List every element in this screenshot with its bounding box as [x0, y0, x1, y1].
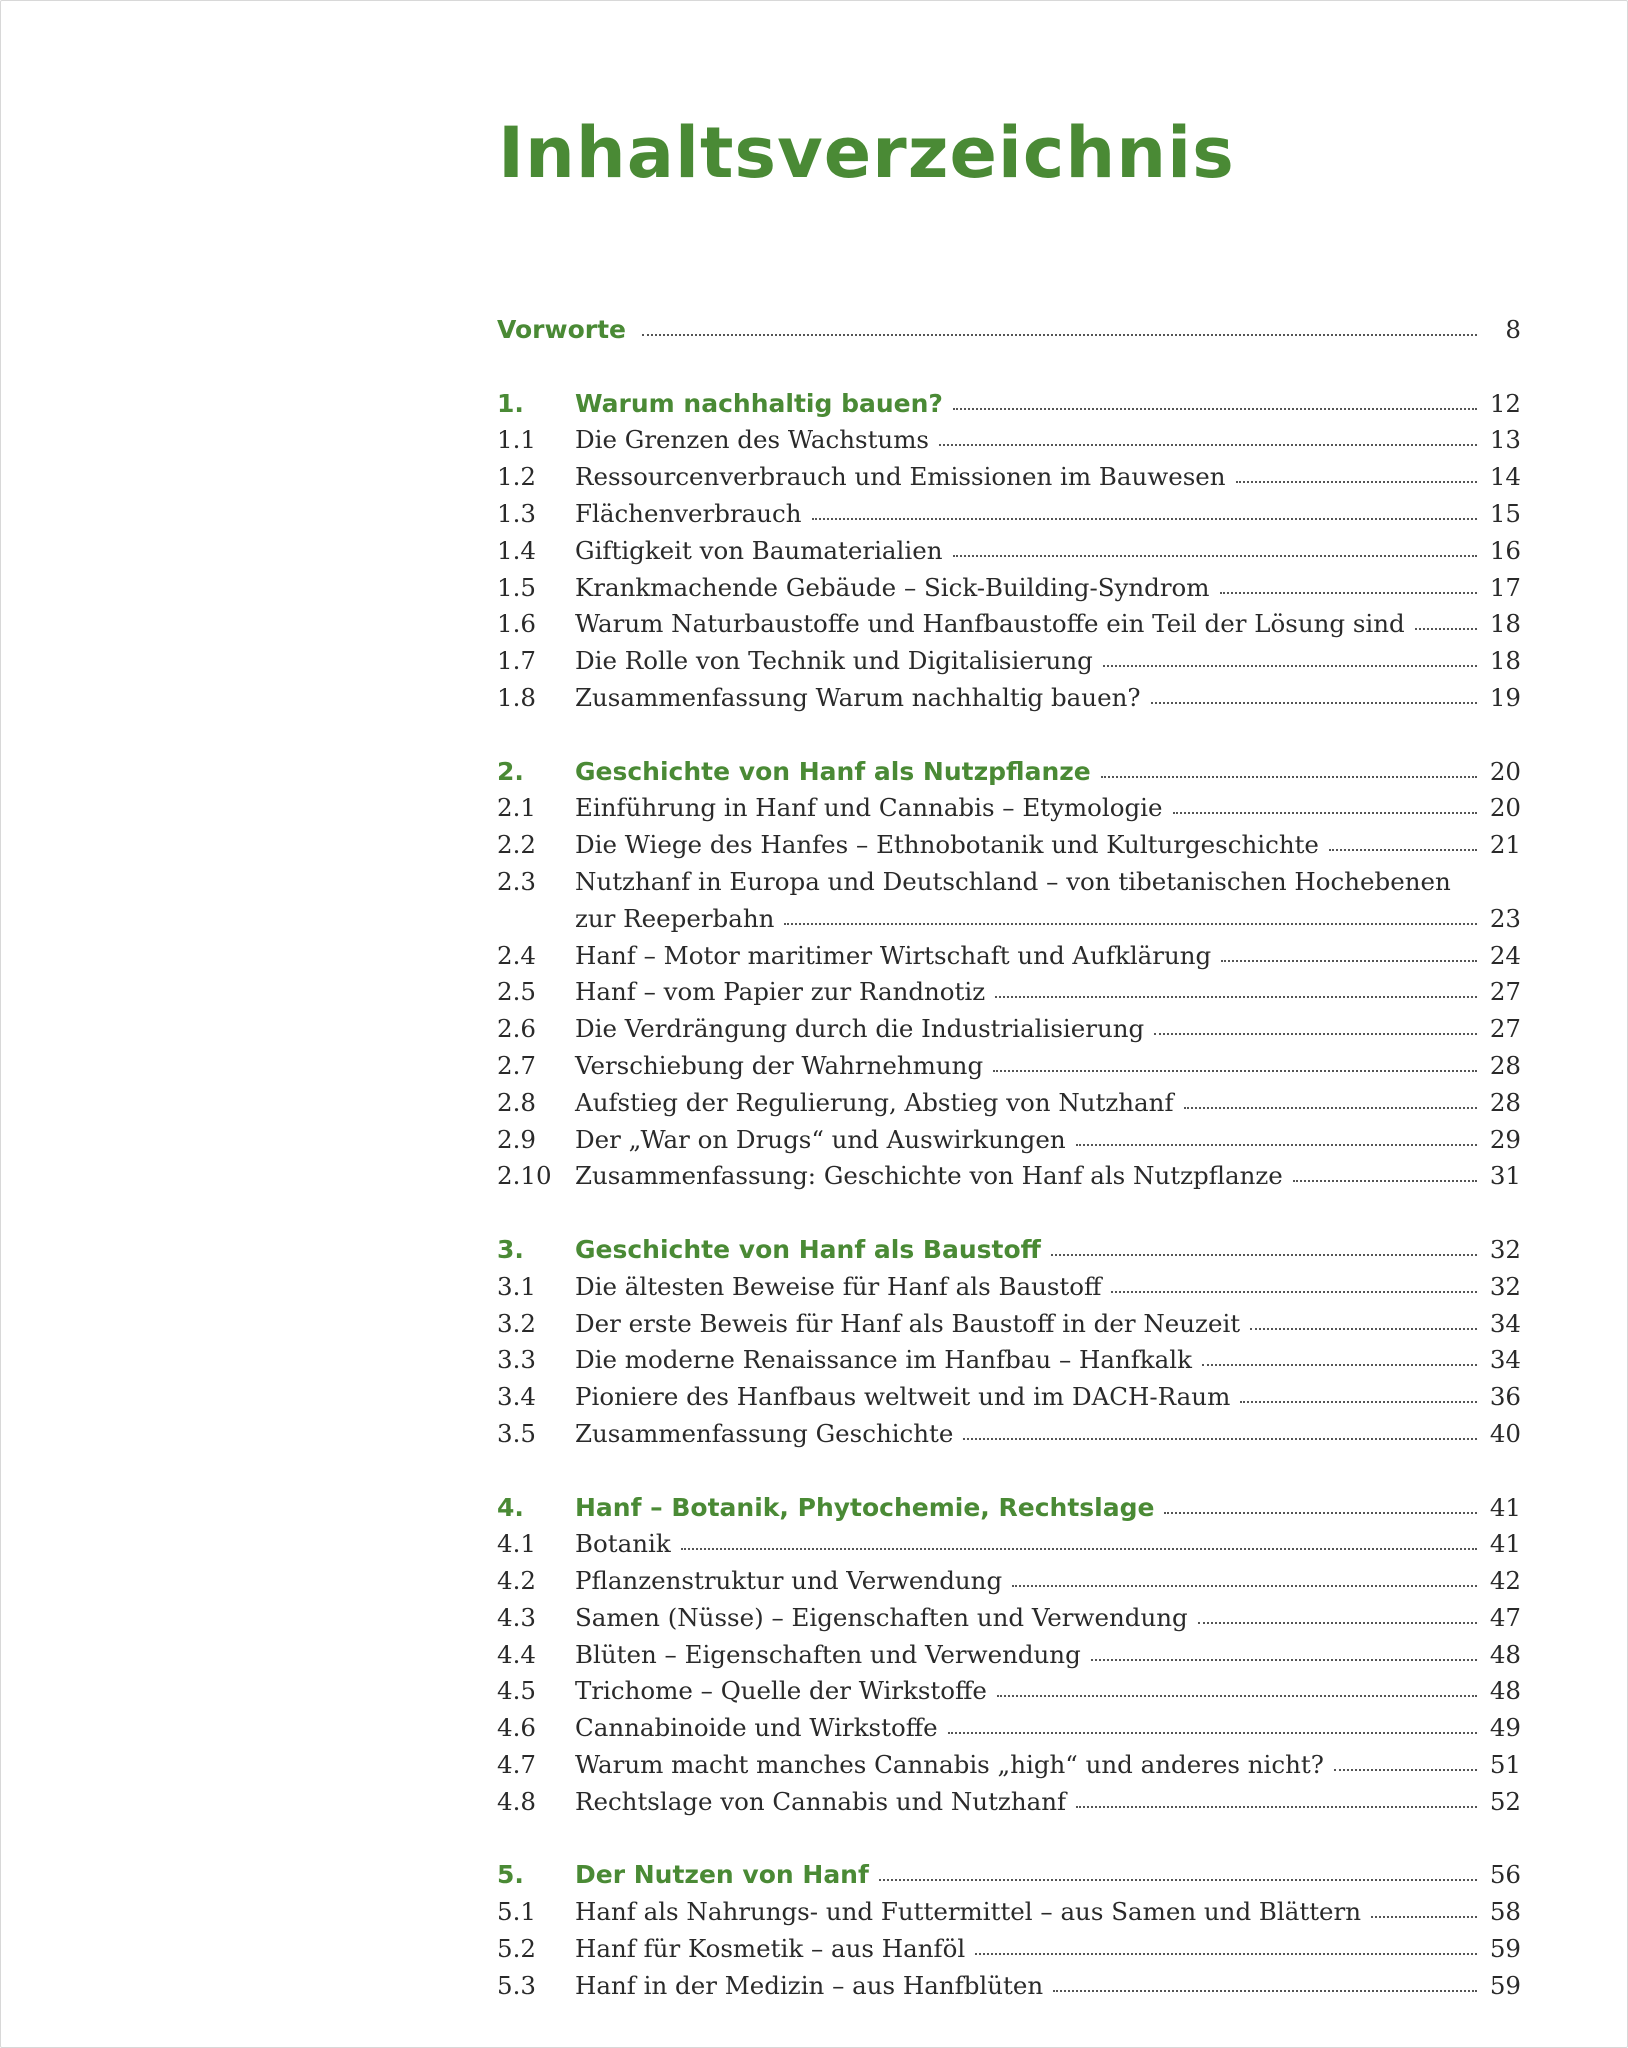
- toc-page-number: 15: [1489, 498, 1521, 528]
- dot-leader: [1415, 628, 1477, 630]
- toc-entry-number: 3.3: [497, 1345, 536, 1375]
- toc-entry[interactable]: [497, 1122, 1521, 1159]
- toc-chapter-number: 3.: [497, 1234, 524, 1264]
- toc-entry[interactable]: [497, 1011, 1521, 1048]
- dot-leader: [1198, 1622, 1477, 1624]
- toc-chapter-number: 4.: [497, 1492, 524, 1522]
- toc-entry-number: 2.10: [497, 1161, 552, 1191]
- toc-page-number: 59: [1489, 1934, 1521, 1964]
- toc-entry-number: 1.2: [497, 462, 536, 492]
- toc-entry[interactable]: [497, 1747, 1521, 1784]
- toc-page-number: 28: [1489, 1050, 1521, 1080]
- toc-entry[interactable]: [497, 606, 1521, 643]
- dot-leader: [1154, 1033, 1477, 1035]
- dot-leader: [1151, 702, 1478, 704]
- toc-page-number: 34: [1489, 1308, 1521, 1338]
- toc-chapter-label: Geschichte von Hanf als Baustoff: [575, 1234, 1041, 1264]
- toc-entry-label: Einführung in Hanf und Cannabis – Etymologie: [575, 793, 1163, 823]
- toc-page-number: 59: [1489, 1970, 1521, 2000]
- toc-entry[interactable]: [497, 1269, 1521, 1306]
- toc-entry[interactable]: [497, 1968, 1521, 2005]
- toc-page-number: 41: [1489, 1529, 1521, 1559]
- toc-entry[interactable]: [497, 1710, 1521, 1747]
- dot-leader: [975, 1953, 1477, 1955]
- toc-page-number: 21: [1489, 830, 1521, 860]
- toc-entry-label: Zusammenfassung: Geschichte von Hanf als Nutzpflanze: [575, 1161, 1283, 1191]
- toc-entry[interactable]: [497, 827, 1521, 864]
- toc-entry-label: Rechtslage von Cannabis und Nutzhanf: [575, 1786, 1067, 1816]
- dot-leader: [997, 1695, 1477, 1697]
- toc-entry[interactable]: [497, 422, 1521, 459]
- toc-page-number: 14: [1489, 462, 1521, 492]
- dot-leader: [1101, 776, 1477, 778]
- toc-page-number: 58: [1489, 1897, 1521, 1927]
- toc-entry[interactable]: [497, 1673, 1521, 1710]
- dot-leader: [681, 1548, 1477, 1550]
- dot-leader: [784, 923, 1477, 925]
- toc-entry-label: Die Verdrängung durch die Industrialisierung: [575, 1014, 1145, 1044]
- toc-page-number: 47: [1489, 1602, 1521, 1632]
- toc-entry-number: 1.8: [497, 682, 536, 712]
- toc-entry[interactable]: [497, 1379, 1521, 1416]
- toc-entry[interactable]: [497, 974, 1521, 1011]
- dot-leader: [993, 1070, 1477, 1072]
- toc-entry[interactable]: [497, 1563, 1521, 1600]
- dot-leader: [1202, 1364, 1477, 1366]
- dot-leader: [995, 996, 1477, 998]
- toc-entry-number: 4.3: [497, 1602, 536, 1632]
- toc-entry-label: Botanik: [575, 1529, 671, 1559]
- dot-leader: [1250, 1328, 1477, 1330]
- dot-leader: [1371, 1916, 1477, 1918]
- toc-page-number: 51: [1489, 1750, 1521, 1780]
- toc-entry[interactable]: [497, 570, 1521, 607]
- toc-page-number: 24: [1489, 940, 1521, 970]
- toc-entry-number: 3.1: [497, 1271, 536, 1301]
- dot-leader: [1293, 1180, 1477, 1182]
- toc-page-number: 32: [1489, 1234, 1521, 1264]
- toc-entry-label: Hanf – vom Papier zur Randnotiz: [575, 977, 986, 1007]
- toc-entry-label: Warum Naturbaustoffe und Hanfbaustoffe ein Teil der Lösung sind: [575, 609, 1405, 639]
- toc-page-number: 48: [1489, 1639, 1521, 1669]
- dot-leader: [1240, 1401, 1477, 1403]
- dot-leader: [1184, 1107, 1477, 1109]
- toc-page-number: 40: [1489, 1418, 1521, 1448]
- toc-entry-label: Hanf – Motor maritimer Wirtschaft und Aufklärung: [575, 940, 1212, 970]
- toc-entry-label: Die moderne Renaissance im Hanfbau – Hanfkalk: [575, 1345, 1192, 1375]
- toc-entry-label: Zusammenfassung Geschichte: [575, 1418, 954, 1448]
- dot-leader: [879, 1879, 1477, 1881]
- toc-entry-label: Aufstieg der Regulierung, Abstieg von Nutzhanf: [575, 1087, 1174, 1117]
- toc-entry[interactable]: [497, 1158, 1521, 1195]
- toc-entry-number: 4.6: [497, 1713, 536, 1743]
- toc-entry-label: Trichome – Quelle der Wirkstoffe: [575, 1676, 987, 1706]
- toc-page-number: 19: [1489, 682, 1521, 712]
- toc-entry-label: Der „War on Drugs“ und Auswirkungen: [575, 1124, 1066, 1154]
- toc-entry[interactable]: [497, 1416, 1521, 1453]
- toc-entry[interactable]: [497, 1085, 1521, 1122]
- toc-page-number: 16: [1489, 535, 1521, 565]
- toc-entry-number: 4.4: [497, 1639, 536, 1669]
- toc-page-number: 18: [1489, 646, 1521, 676]
- toc-page-number: 32: [1489, 1271, 1521, 1301]
- toc-entry-number: 1.7: [497, 646, 536, 676]
- dot-leader: [963, 1438, 1477, 1440]
- toc-entry-label: Die Wiege des Hanfes – Ethnobotanik und Kulturgeschichte: [575, 830, 1319, 860]
- dot-leader: [1329, 849, 1477, 851]
- toc-entry-label: Vorworte: [497, 315, 626, 344]
- toc-page-number: 20: [1489, 756, 1521, 786]
- toc-page-number: 34: [1489, 1345, 1521, 1375]
- toc-entry[interactable]: [497, 533, 1521, 570]
- dot-leader: [939, 444, 1477, 446]
- dot-leader: [1221, 960, 1477, 962]
- toc-entry[interactable]: [497, 864, 1521, 901]
- toc-page-number: 36: [1489, 1382, 1521, 1412]
- toc-entry[interactable]: [497, 496, 1521, 533]
- table-of-contents: [497, 312, 1521, 2005]
- toc-entry-continuation[interactable]: [497, 901, 1521, 938]
- toc-page-number: 28: [1489, 1087, 1521, 1117]
- toc-entry[interactable]: [497, 1306, 1521, 1343]
- toc-entry-number: 4.7: [497, 1750, 536, 1780]
- toc-chapter-entry[interactable]: [497, 386, 1521, 423]
- toc-entry-label: zur Reeperbahn: [575, 903, 775, 933]
- toc-entry[interactable]: [497, 643, 1521, 680]
- toc-entry[interactable]: [497, 790, 1521, 827]
- dot-leader: [1111, 1291, 1477, 1293]
- toc-page-number: 42: [1489, 1566, 1521, 1596]
- toc-entry-number: 4.8: [497, 1786, 536, 1816]
- toc-entry-number: 3.5: [497, 1418, 536, 1448]
- toc-page-number: 13: [1489, 425, 1521, 455]
- toc-entry-number: 5.2: [497, 1934, 536, 1964]
- toc-page-number: 48: [1489, 1676, 1521, 1706]
- toc-entry[interactable]: [497, 1600, 1521, 1637]
- toc-entry-label: Die Rolle von Technik und Digitalisierung: [575, 646, 1093, 676]
- toc-entry-label: Pioniere des Hanfbaus weltweit und im DACH-Raum: [575, 1382, 1231, 1412]
- toc-entry-number: 1.3: [497, 498, 536, 528]
- toc-entry-number: 3.2: [497, 1308, 536, 1338]
- toc-entry-label: Die ältesten Beweise für Hanf als Baustoff: [575, 1271, 1102, 1301]
- toc-entry[interactable]: [497, 1526, 1521, 1563]
- toc-chapter-entry[interactable]: [497, 1857, 1521, 1894]
- page-title: Inhaltsverzeichnis: [498, 112, 1235, 194]
- toc-entry[interactable]: [497, 1342, 1521, 1379]
- toc-page-number: 41: [1489, 1492, 1521, 1522]
- toc-entry[interactable]: [497, 1894, 1521, 1931]
- toc-entry-label: Flächenverbrauch: [575, 498, 802, 528]
- toc-page-number: 17: [1489, 572, 1521, 602]
- toc-entry-label: Cannabinoide und Wirkstoffe: [575, 1713, 938, 1743]
- toc-chapter-entry[interactable]: [497, 754, 1521, 791]
- toc-entry-number: 2.8: [497, 1087, 536, 1117]
- toc-entry-number: 2.7: [497, 1050, 536, 1080]
- toc-entry-number: 2.5: [497, 977, 536, 1007]
- toc-entry-label: Krankmachende Gebäude – Sick-Building-Syndrom: [575, 572, 1210, 602]
- dot-leader: [1334, 1769, 1477, 1771]
- dot-leader: [812, 518, 1477, 520]
- toc-page-number: 31: [1489, 1161, 1521, 1191]
- dot-leader: [1076, 1144, 1477, 1146]
- toc-entry-label: Samen (Nüsse) – Eigenschaften und Verwendung: [575, 1602, 1188, 1632]
- toc-entry-number: 4.1: [497, 1529, 536, 1559]
- dot-leader: [1103, 665, 1477, 667]
- toc-entry-label: Hanf in der Medizin – aus Hanfblüten: [575, 1970, 1044, 2000]
- toc-chapter-entry[interactable]: [497, 1232, 1521, 1269]
- toc-entry-label: Warum macht manches Cannabis „high“ und anderes nicht?: [575, 1750, 1324, 1780]
- toc-page-number: 27: [1489, 977, 1521, 1007]
- toc-entry-label: Giftigkeit von Baumaterialien: [575, 535, 943, 565]
- dot-leader: [1173, 812, 1478, 814]
- toc-entry-label: Der erste Beweis für Hanf als Baustoff in der Neuzeit: [575, 1308, 1241, 1338]
- toc-chapter-number: 2.: [497, 756, 524, 786]
- dot-leader: [1164, 1512, 1477, 1514]
- toc-entry-number: 4.2: [497, 1566, 536, 1596]
- toc-page-number: 23: [1489, 903, 1521, 933]
- dot-leader: [1076, 1806, 1477, 1808]
- toc-entry-label: Die Grenzen des Wachstums: [575, 425, 930, 455]
- toc-entry-number: 3.4: [497, 1382, 536, 1412]
- toc-page-number: 27: [1489, 1014, 1521, 1044]
- toc-chapter-entry[interactable]: [497, 1490, 1521, 1527]
- toc-page-number: 49: [1489, 1713, 1521, 1743]
- dot-leader: [953, 555, 1478, 557]
- toc-page-number: 56: [1489, 1860, 1521, 1890]
- toc-entry-label: Verschiebung der Wahrnehmung: [575, 1050, 984, 1080]
- toc-entry[interactable]: [497, 1637, 1521, 1674]
- toc-page-number: 29: [1489, 1124, 1521, 1154]
- toc-entry-number: 2.1: [497, 793, 536, 823]
- toc-entry-number: 2.3: [497, 866, 536, 896]
- toc-entry-number: 2.9: [497, 1124, 536, 1154]
- toc-entry[interactable]: [497, 459, 1521, 496]
- dot-leader: [1012, 1585, 1477, 1587]
- dot-leader: [1053, 1990, 1477, 1992]
- toc-entry[interactable]: [497, 938, 1521, 975]
- dot-leader: [1091, 1659, 1477, 1661]
- toc-entry[interactable]: [497, 1931, 1521, 1968]
- toc-chapter-number: 1.: [497, 388, 524, 418]
- toc-entry[interactable]: [497, 680, 1521, 717]
- toc-entry-label: Ressourcenverbrauch und Emissionen im Bauwesen: [575, 462, 1226, 492]
- toc-entry-number: 2.6: [497, 1014, 536, 1044]
- dot-leader: [948, 1732, 1477, 1734]
- toc-entry-label: Pflanzenstruktur und Verwendung: [575, 1566, 1003, 1596]
- toc-chapter-label: Hanf – Botanik, Phytochemie, Rechtslage: [575, 1492, 1155, 1522]
- toc-entry[interactable]: [497, 1784, 1521, 1821]
- toc-entry-number: 2.2: [497, 830, 536, 860]
- dot-leader: [1236, 481, 1477, 483]
- toc-chapter-number: 5.: [497, 1860, 524, 1890]
- toc-page-number: 18: [1489, 609, 1521, 639]
- toc-entry-number: 1.5: [497, 572, 536, 602]
- toc-entry-number: 5.1: [497, 1897, 536, 1927]
- toc-page-number: 52: [1489, 1786, 1521, 1816]
- dot-leader: [1051, 1254, 1477, 1256]
- toc-entry-number: 2.4: [497, 940, 536, 970]
- toc-entry-number: 1.4: [497, 535, 536, 565]
- toc-entry-label: Nutzhanf in Europa und Deutschland – von tibetanischen Hochebenen: [575, 866, 1451, 896]
- dot-leader: [642, 334, 1477, 336]
- toc-page-number: 12: [1489, 388, 1521, 418]
- toc-chapter-label: Geschichte von Hanf als Nutzpflanze: [575, 756, 1091, 786]
- toc-entry-number: 4.5: [497, 1676, 536, 1706]
- toc-entry-number: 1.1: [497, 425, 536, 455]
- toc-entry-number: 1.6: [497, 609, 536, 639]
- toc-entry[interactable]: [497, 1048, 1521, 1085]
- toc-chapter-label: Der Nutzen von Hanf: [575, 1860, 869, 1890]
- toc-entry-vorworte[interactable]: [497, 312, 1521, 349]
- toc-entry-label: Blüten – Eigenschaften und Verwendung: [575, 1639, 1081, 1669]
- toc-entry-number: 5.3: [497, 1970, 536, 2000]
- toc-entry-label: Hanf für Kosmetik – aus Hanföl: [575, 1934, 966, 1964]
- toc-chapter-label: Warum nachhaltig bauen?: [575, 388, 943, 418]
- toc-entry-label: Hanf als Nahrungs- und Futtermittel – aus Samen und Blättern: [575, 1897, 1362, 1927]
- toc-page-number: 20: [1489, 793, 1521, 823]
- dot-leader: [953, 408, 1477, 410]
- toc-page-number: 8: [1505, 315, 1521, 344]
- toc-entry-label: Zusammenfassung Warum nachhaltig bauen?: [575, 682, 1141, 712]
- dot-leader: [1220, 592, 1477, 594]
